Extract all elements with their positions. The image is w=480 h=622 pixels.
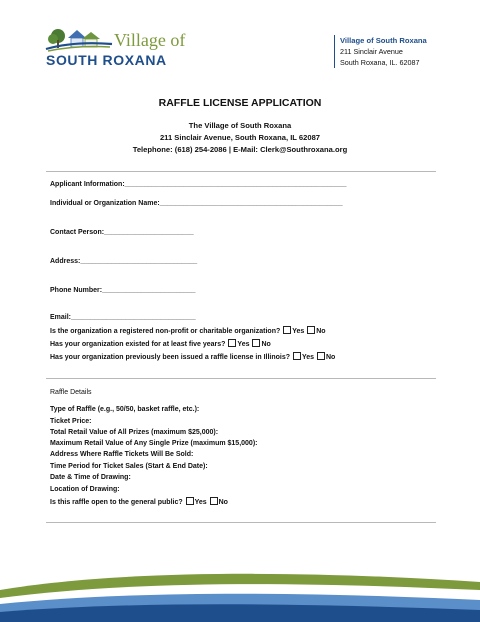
no-label: No bbox=[261, 341, 271, 348]
logo-south-roxana-text: SOUTH ROXANA bbox=[46, 52, 167, 68]
nonprofit-question-text: Is the organization a registered non-profit or charitable organization? bbox=[50, 328, 281, 335]
drawing-location-field[interactable]: Location of Drawing: bbox=[50, 486, 120, 493]
village-logo bbox=[44, 24, 184, 70]
email-field[interactable]: Email:________________________________ bbox=[50, 314, 196, 321]
yes-label: Yes bbox=[292, 328, 305, 335]
individual-org-name-field[interactable]: Individual or Organization Name:_______________________________________________ bbox=[50, 200, 343, 207]
header-contact-city: South Roxana, IL. 62087 bbox=[340, 58, 420, 67]
ticket-sale-address-field[interactable]: Address Where Raffle Tickets Will Be Sold: bbox=[50, 451, 194, 458]
prior-license-question-text: Has your organization previously been issued a raffle license in Illinois? bbox=[50, 354, 291, 361]
raffle-details-heading: Raffle Details bbox=[50, 389, 92, 396]
form-title: RAFFLE LICENSE APPLICATION bbox=[158, 97, 322, 109]
public-raffle-question bbox=[50, 497, 228, 506]
header-contact-block bbox=[334, 35, 427, 68]
no-label: No bbox=[326, 354, 336, 361]
total-prize-value-field[interactable]: Total Retail Value of All Prizes (maximum $25,000): bbox=[50, 429, 219, 436]
org-line-3: Telephone: (618) 254-2086 | E-Mail: Clerk@Southroxana.org bbox=[132, 145, 348, 154]
five-years-no-checkbox[interactable] bbox=[252, 339, 260, 347]
yes-label: Yes bbox=[301, 354, 315, 361]
public-yes-checkbox[interactable] bbox=[186, 497, 194, 505]
prior-license-no-checkbox[interactable] bbox=[317, 352, 325, 360]
nonprofit-yes-checkbox[interactable] bbox=[283, 326, 291, 334]
applicant-information-field[interactable]: Applicant Information:_________________________________________________________ bbox=[50, 181, 347, 188]
header-contact-name: Village of South Roxana bbox=[340, 36, 427, 45]
divider bbox=[46, 378, 436, 379]
five-years-question-text: Has your organization existed for at least five years? bbox=[50, 341, 226, 348]
public-raffle-question-text: Is this raffle open to the general public? bbox=[50, 499, 183, 506]
ticket-sale-period-field[interactable]: Time Period for Ticket Sales (Start & End Date): bbox=[50, 463, 208, 470]
org-line-1: The Village of South Roxana bbox=[188, 121, 292, 130]
five-years-question bbox=[50, 339, 271, 348]
phone-field[interactable]: Phone Number:________________________ bbox=[50, 287, 196, 294]
divider bbox=[46, 522, 436, 523]
org-line-2: 211 Sinclair Avenue, South Roxana, IL 62087 bbox=[159, 133, 321, 142]
footer-wave-graphic bbox=[0, 560, 480, 622]
yes-label: Yes bbox=[237, 341, 250, 348]
org-info-block bbox=[0, 120, 480, 156]
header-contact-street: 211 Sinclair Avenue bbox=[340, 47, 403, 56]
raffle-type-field[interactable]: Type of Raffle (e.g., 50/50, basket raffle, etc.): bbox=[50, 406, 200, 413]
prior-license-question bbox=[50, 352, 335, 361]
prior-license-yes-checkbox[interactable] bbox=[293, 352, 301, 360]
yes-label: Yes bbox=[194, 499, 207, 506]
no-label: No bbox=[218, 499, 228, 506]
five-years-yes-checkbox[interactable] bbox=[228, 339, 236, 347]
nonprofit-question bbox=[50, 326, 326, 335]
nonprofit-no-checkbox[interactable] bbox=[307, 326, 315, 334]
contact-person-field[interactable]: Contact Person:_______________________ bbox=[50, 229, 194, 236]
house-tree-logo-icon bbox=[44, 24, 114, 52]
no-label: No bbox=[316, 328, 326, 335]
logo-village-text: Village of bbox=[114, 30, 186, 50]
drawing-date-time-field[interactable]: Date & Time of Drawing: bbox=[50, 474, 131, 481]
max-single-prize-field[interactable]: Maximum Retail Value of Any Single Prize (maximum $15,000): bbox=[50, 440, 258, 447]
address-field[interactable]: Address:______________________________ bbox=[50, 258, 198, 265]
public-no-checkbox[interactable] bbox=[210, 497, 218, 505]
divider bbox=[46, 171, 436, 172]
ticket-price-field[interactable]: Ticket Price: bbox=[50, 418, 92, 425]
